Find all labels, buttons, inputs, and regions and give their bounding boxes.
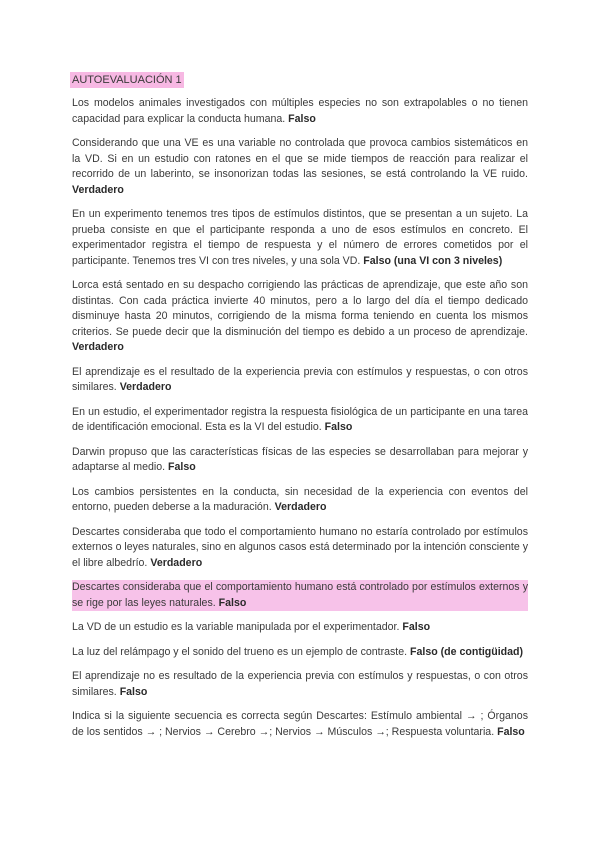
question-answer: Falso (de contigüidad) (410, 645, 524, 658)
question-text: La VD de un estudio es la variable manipulada por el experimentador. (72, 621, 400, 633)
question-answer: Falso (218, 596, 247, 609)
question-answer: Verdadero (119, 381, 172, 393)
question-5 (72, 365, 528, 396)
question-text: Lorca está sentado en su despacho corrigiendo las prácticas de aprendizaje, que este año son distintas. Con cada práctica invierte 40 minutos, pero a lo largo del día el tiempo dedicado disminuye hasta 20 minutos, corrigiendo de la misma forma teniendo en cuenta los mismos criterios. Se puede decir que la disminución del tiempo es debido a un proceso de aprendizaje. (72, 279, 528, 338)
question-6 (72, 405, 528, 436)
question-answer: Falso (402, 621, 431, 633)
question-answer: Falso (una VI con 3 niveles) (363, 254, 503, 267)
question-text: Darwin propuso que las características físicas de las especies se desarrollaban para mejorar y adaptarse al medio. (72, 445, 528, 473)
question-13 (72, 669, 528, 700)
question-8 (72, 485, 528, 516)
question-answer: Falso (497, 725, 525, 738)
question-text: Descartes consideraba que todo el comportamiento humano no estaría controlado por estímulos externos o leyes naturales, sino en algunos casos está determinado por la intención consciente y el libre albedrío. (72, 525, 528, 569)
question-answer: Verdadero (72, 341, 124, 353)
question-answer: Falso (119, 685, 148, 698)
question-10-highlighted (72, 580, 528, 611)
question-text: El aprendizaje no es resultado de la experiencia previa con estímulos y respuestas, o con otros similares. (72, 670, 528, 698)
question-9 (72, 525, 528, 572)
page-title: AUTOEVALUACIÓN 1 (72, 74, 182, 86)
question-text: En un experimento tenemos tres tipos de estímulos distintos, que se presentan a un sujeto. La prueba consiste en que el participante responda a uno de esos estímulos en concreto. El experimentador registra el tiempo de respuesta y el número de errores cometidos por el participante. Tenemos tres VI con tres niveles, y una sola VD. (72, 208, 528, 267)
question-text: El aprendizaje es el resultado de la experiencia previa con estímulos y respuestas, o con otros similares. (72, 365, 528, 393)
question-answer: Verdadero (72, 183, 124, 196)
question-14 (72, 709, 528, 740)
question-text: Los modelos animales investigados con múltiples especies no son extrapolables o no tienen capacidad para explicar la conducta humana. (72, 97, 528, 125)
question-12 (72, 645, 528, 661)
question-4 (72, 278, 528, 356)
question-text: Considerando que una VE es una variable no controlada que provoca cambios sistemáticos en la VD. Si en un estudio con ratones en el que se mide tiempos de reacción para realizar el recorrido de un laberinto, se insonorizan todas las sesiones, se está controlando la VE ruido. (72, 137, 528, 180)
question-text: Descartes consideraba que el comportamiento humano está controlado por estímulos externos y se rige por las leyes naturales. (72, 581, 528, 609)
question-7 (72, 445, 528, 476)
question-3 (72, 207, 528, 269)
question-answer: Falso (324, 421, 353, 433)
question-1 (72, 96, 528, 127)
question-text: Indica si la siguiente secuencia es correcta según Descartes: Estímulo ambiental → ; Órganos de los sentidos → ; Nervios → Cerebro →; Nervios → Músculos →; Respuesta voluntaria. (72, 710, 528, 738)
question-answer: Falso (288, 112, 316, 125)
question-answer: Verdadero (150, 556, 203, 569)
question-11 (72, 620, 528, 636)
question-answer: Falso (168, 461, 196, 473)
question-2 (72, 136, 528, 198)
question-text: En un estudio, el experimentador registra la respuesta fisiológica de un participante en una tarea de identificación emocional. Esta es la VI del estudio. (72, 405, 528, 433)
question-text: La luz del relámpago y el sonido del trueno es un ejemplo de contraste. (72, 645, 408, 658)
question-answer: Verdadero (274, 501, 327, 513)
question-text: Los cambios persistentes en la conducta, sin necesidad de la experiencia con eventos del entorno, pueden deberse a la maduración. (72, 485, 528, 513)
